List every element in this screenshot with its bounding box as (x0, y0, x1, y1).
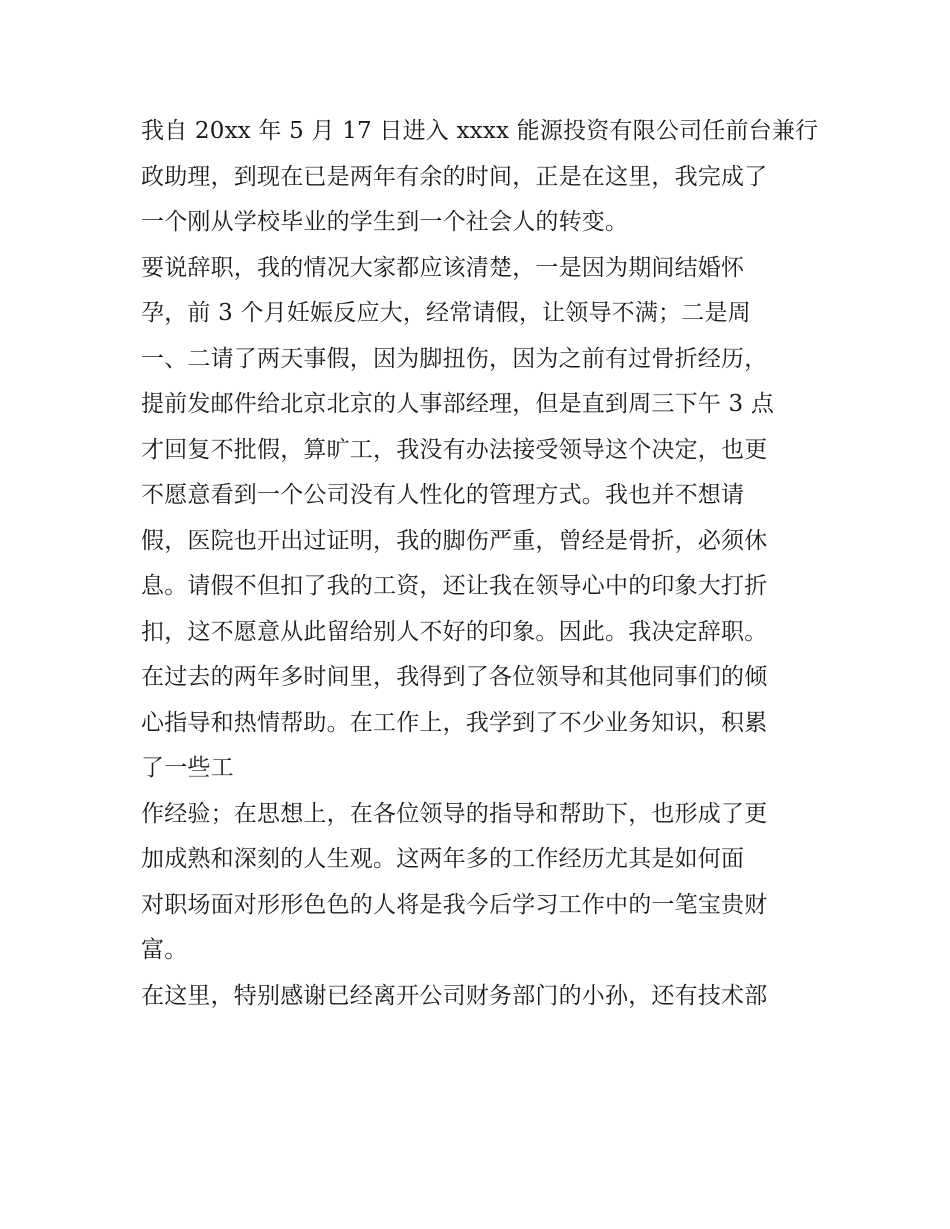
text-line: 扣，这不愿意从此留给别人不好的印象。因此。我决定辞职。 (141, 618, 768, 645)
text-line: 我自 20xx 年 5 月 17 日进入 xxxx 能源投资有限公司任前台兼行 (141, 118, 819, 144)
text-line: 在这里，特别感谢已经离开公司财务部门的小孙，还有技术部 (141, 982, 768, 1009)
text-line: 孕，前 3 个月妊娠反应大，经常请假，让领导不满；二是周 (141, 300, 751, 326)
text-line: 对职场面对形形色色的人将是我今后学习工作中的一笔宝贵财 (141, 891, 768, 918)
text-line: 了一些工 (141, 755, 234, 781)
text-line: 一个刚从学校毕业的学生到一个社会人的转变。 (141, 209, 629, 235)
text-line: 在过去的两年多时间里，我得到了各位领导和其他同事们的倾 (141, 664, 768, 690)
text-line: 一、二请了两天事假，因为脚扭伤，因为之前有过骨折经历， (141, 345, 768, 372)
text-line: 加成熟和深刻的人生观。这两年多的工作经历尤其是如何面 (141, 846, 745, 872)
body-text (141, 109, 821, 1019)
text-line: 要说辞职，我的情况大家都应该清楚，一是因为期间结婚怀 (141, 254, 745, 281)
text-line: 不愿意看到一个公司没有人性化的管理方式。我也并不想请 (141, 482, 745, 508)
text-line: 息。请假不但扣了我的工资，还让我在领导心中的印象大打折 (141, 573, 768, 599)
text-line: 心指导和热情帮助。在工作上，我学到了不少业务知识，积累 (141, 709, 768, 736)
text-line: 提前发邮件给北京北京的人事部经理，但是直到周三下午 3 点 (141, 391, 775, 417)
text-line: 富。 (141, 937, 188, 963)
text-line: 政助理，到现在已是两年有余的时间，正是在这里，我完成了 (141, 163, 768, 190)
text-line: 假，医院也开出过证明，我的脚伤严重，曾经是骨折，必须休 (141, 527, 768, 554)
text-line: 作经验；在思想上，在各位领导的指导和帮助下，也形成了更 (141, 800, 768, 827)
text-line: 才回复不批假，算旷工，我没有办法接受领导这个决定，也更 (141, 436, 768, 463)
